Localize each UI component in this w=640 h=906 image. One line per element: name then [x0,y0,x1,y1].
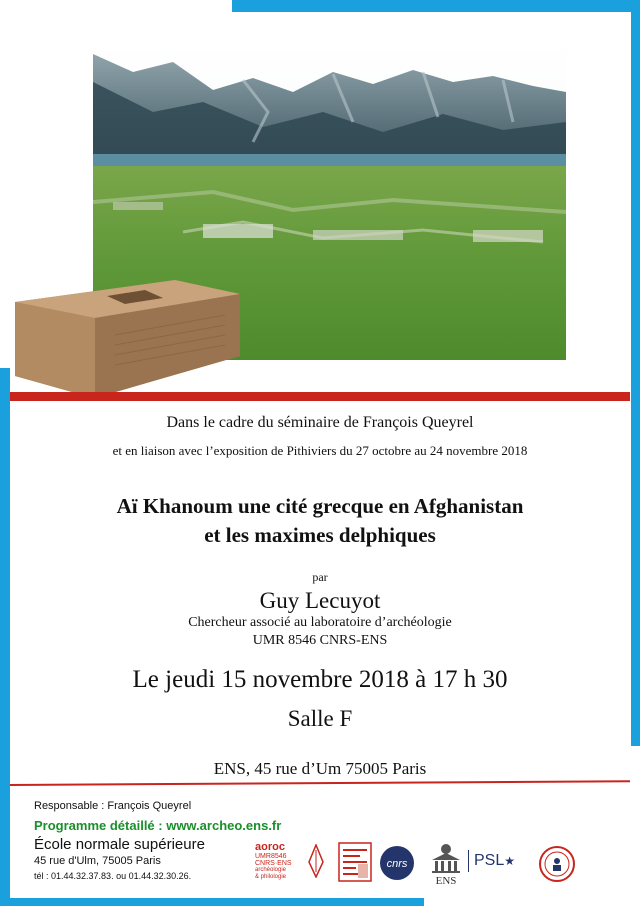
school-address: 45 rue d'Ulm, 75005 Paris [34,855,161,867]
lab-emblem-logo [338,842,372,882]
event-room: Salle F [287,706,353,731]
school-name: École normale supérieure [34,836,205,853]
logo-separator [468,850,469,872]
aoroc-logo: aoroc UMR8546 CNRS·ENS archéologie & philologie [255,842,325,888]
svg-text:cnrs: cnrs [386,858,408,870]
seal-logo [538,845,576,883]
by-label: par [312,570,328,584]
speaker-unit: UMR 8546 CNRS-ENS [252,633,388,648]
psl-logo [474,852,515,870]
exhibition-note: et en liaison avec l’exposition de Pithiviers du 27 octobre au 24 novembre 2018 [112,443,528,458]
svg-text:ENS: ENS [435,875,457,886]
pen-nib-icon [307,844,325,878]
talk-title-line2: et les maximes delphiques [204,523,436,547]
stone-basin-image [15,280,240,400]
red-divider-top [10,392,630,401]
psl-text: PSL [474,852,505,869]
seminar-context: Dans le cadre du séminaire de François Queyrel [166,414,474,431]
speaker-affiliation: Chercheur associé au laboratoire d’archéologie [188,615,452,630]
talk-title [0,492,640,550]
event-address: ENS, 45 rue d’Um 75005 Paris [213,759,427,778]
event-date: Le jeudi 15 novembre 2018 à 17 h 30 [132,666,508,693]
top-blue-bar [232,0,640,12]
ens-logo [429,842,463,886]
speaker-name: Guy Lecuyot [259,588,381,613]
bottom-blue-bar [0,898,424,906]
programme-link[interactable]: Programme détaillé : www.archeo.ens.fr [34,818,282,833]
star-icon: ★ [504,854,516,868]
red-divider-bottom [10,780,630,786]
school-phone: tél : 01.44.32.37.83. ou 01.44.32.30.26. [34,871,192,881]
talk-title-line1: Aï Khanoum une cité grecque en Afghanistan [116,494,524,518]
cnrs-logo [379,845,415,881]
responsable-line: Responsable : François Queyrel [34,800,192,812]
